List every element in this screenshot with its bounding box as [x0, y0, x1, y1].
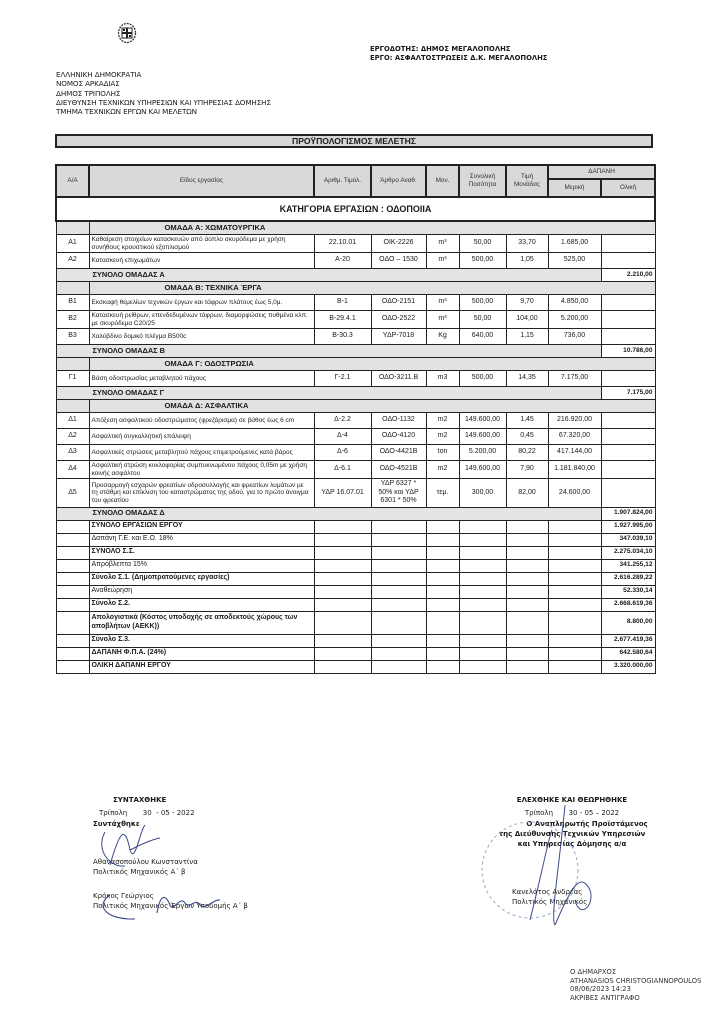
approved-place-date: Τρίπολη 30 - 05 – 2022 — [524, 809, 620, 817]
item-total-cost — [601, 371, 655, 387]
summary-value: 3.320.000,00 — [601, 660, 655, 673]
group-title: ΟΜΑΔΑ Β: ΤΕΧΝΙΚΑ ΈΡΓΑ — [89, 282, 655, 295]
empty-cell — [371, 572, 426, 585]
item-price-no: Δ-6.1 — [314, 461, 371, 479]
issuer-line: ΤΜΗΜΑ ΤΕΧΝΙΚΩΝ ΕΡΓΩΝ ΚΑΙ ΜΕΛΕΤΩΝ — [56, 107, 197, 117]
item-unit: m2 — [426, 413, 459, 429]
item-quantity: 300,00 — [459, 479, 506, 508]
item-total-cost — [601, 461, 655, 479]
item-quantity: 50,00 — [459, 235, 506, 253]
table-row — [56, 329, 655, 345]
item-unit: m³ — [426, 253, 459, 269]
table-row — [56, 479, 655, 508]
item-article: ΟΔΟ-3211.Β — [371, 371, 426, 387]
col-header-article: Άρθρο Αναθ. — [371, 165, 426, 197]
group-aa-cell — [56, 282, 89, 295]
empty-cell — [459, 585, 506, 598]
empty-cell — [548, 559, 601, 572]
project-block — [370, 45, 547, 63]
summary-row — [56, 598, 655, 611]
item-price-no: Β-30.3 — [314, 329, 371, 345]
subtotal-label: ΣΥΝΟΛΟ ΟΜΑΔΑΣ Α — [56, 269, 601, 282]
empty-cell — [371, 559, 426, 572]
item-partial-cost: 24.600,00 — [548, 479, 601, 508]
summary-label: Απρόβλεπτα 15% — [89, 559, 314, 572]
group-header-row — [56, 221, 655, 235]
empty-cell — [314, 559, 371, 572]
summary-label: Δαπάνη Γ.Ε. και Ε.Ο. 18% — [89, 533, 314, 546]
approver-role-2: της Διεύθυνσης Τεχνικών Υπηρεσιών — [498, 830, 646, 838]
item-description: Ασφαλτικές στρώσεις μεταβλητού πάχους επιμετρούμενες κατά βάρος — [89, 445, 314, 461]
budget-table — [55, 164, 656, 674]
empty-cell — [426, 598, 459, 611]
subtotal-label: ΣΥΝΟΛΟ ΟΜΑΔΑΣ Δ — [56, 507, 601, 520]
summary-label: ΣΥΝΟΛΟ Σ.Σ. — [89, 546, 314, 559]
item-description: Καθαίρεση στοιχείων κατασκευών από άοπλο σκυρόδεμα με χρήση συνήθους κρουστικού εξοπλισμού — [89, 235, 314, 253]
item-aa: Β2 — [56, 311, 89, 329]
prepared-subheading: Συντάχθηκε — [93, 820, 140, 828]
summary-value: 2.616.289,22 — [601, 572, 655, 585]
empty-cell — [426, 520, 459, 533]
item-description: Βάση οδοστρωσίας μεταβλητού πάχους — [89, 371, 314, 387]
table-header-row — [56, 165, 655, 179]
subtotal-value: 7.175,00 — [601, 387, 655, 400]
empty-cell — [459, 611, 506, 634]
hellenic-republic-emblem-icon — [117, 22, 137, 44]
item-article: ΟΔΟ – 1530 — [371, 253, 426, 269]
item-article: ΟΔΟ-2522 — [371, 311, 426, 329]
summary-label: Απολογιστικά (Κόστος υποδοχής σε αποδεκτούς χώρους των αποβλήτων (ΑΕΚΚ)) — [89, 611, 314, 634]
table-row — [56, 413, 655, 429]
item-unit-price: 1,15 — [506, 329, 548, 345]
item-total-cost — [601, 253, 655, 269]
table-row — [56, 235, 655, 253]
summary-value: 52.330,14 — [601, 585, 655, 598]
item-unit: m3 — [426, 371, 459, 387]
approver-role-1: Ο Αναπληρωτής Προϊστάμενος — [526, 820, 648, 828]
table-row — [56, 311, 655, 329]
item-aa: Δ4 — [56, 461, 89, 479]
empty-cell — [548, 533, 601, 546]
item-unit-price: 0,45 — [506, 429, 548, 445]
empty-cell — [548, 585, 601, 598]
empty-cell — [548, 520, 601, 533]
empty-cell — [314, 520, 371, 533]
empty-cell — [371, 598, 426, 611]
empty-cell — [459, 647, 506, 660]
engineer-1-name: Αθανασοπούλου Κωνσταντίνα — [93, 858, 198, 866]
item-partial-cost: 417.144,00 — [548, 445, 601, 461]
issuer-block — [56, 70, 271, 116]
summary-row — [56, 611, 655, 634]
col-header-description: Είδος εργασίας — [89, 165, 314, 197]
approved-heading: ΕΛΕΧΘΗΚΕ ΚΑΙ ΘΕΩΡΗΘΗΚΕ — [516, 796, 628, 804]
empty-cell — [548, 634, 601, 647]
item-description: Χαλύβδινο δομικό πλέγμα Β500c — [89, 329, 314, 345]
table-row — [56, 253, 655, 269]
group-title: ΟΜΑΔΑ Γ: ΟΔΟΣΤΡΩΣΙΑ — [89, 358, 655, 371]
summary-label: ΟΛΙΚΗ ΔΑΠΑΝΗ ΕΡΓΟΥ — [89, 660, 314, 673]
col-header-unit-price: Τιμή Μονάδας — [506, 165, 548, 197]
empty-cell — [459, 533, 506, 546]
empty-cell — [548, 660, 601, 673]
group-title: ΟΜΑΔΑ Α: ΧΩΜΑΤΟΥΡΓΙΚΑ — [89, 221, 655, 235]
empty-cell — [459, 598, 506, 611]
summary-row — [56, 559, 655, 572]
subtotal-label: ΣΥΝΟΛΟ ΟΜΑΔΑΣ Γ — [56, 387, 601, 400]
summary-value: 347.039,10 — [601, 533, 655, 546]
item-quantity: 640,00 — [459, 329, 506, 345]
empty-cell — [506, 546, 548, 559]
group-header-row — [56, 282, 655, 295]
item-aa: Γ1 — [56, 371, 89, 387]
summary-label: ΣΥΝΟΛΟ ΕΡΓΑΣΙΩΝ ΕΡΓΟΥ — [89, 520, 314, 533]
item-price-no: Β-29.4.1 — [314, 311, 371, 329]
issuer-line: ΝΟΜΟΣ ΑΡΚΑΔΙΑΣ — [56, 79, 120, 89]
summary-aa-cell — [56, 572, 89, 585]
subtotal-value: 1.907.824,00 — [601, 507, 655, 520]
item-unit-price: 1,05 — [506, 253, 548, 269]
category-row — [56, 197, 655, 221]
item-aa: Β1 — [56, 295, 89, 311]
item-total-cost — [601, 413, 655, 429]
item-unit-price: 33,70 — [506, 235, 548, 253]
empty-cell — [506, 634, 548, 647]
empty-cell — [459, 546, 506, 559]
group-subtotal-row — [56, 507, 655, 520]
empty-cell — [426, 611, 459, 634]
empty-cell — [314, 611, 371, 634]
empty-cell — [371, 660, 426, 673]
group-header-row — [56, 400, 655, 413]
item-price-no: Δ-4 — [314, 429, 371, 445]
empty-cell — [426, 634, 459, 647]
item-partial-cost: 1.685,00 — [548, 235, 601, 253]
empty-cell — [426, 559, 459, 572]
summary-value: 8.800,00 — [601, 611, 655, 634]
item-price-no: 22.10.01 — [314, 235, 371, 253]
approver-name: Κανελάτος Ανδρέας — [512, 888, 583, 896]
group-aa-cell — [56, 221, 89, 235]
empty-cell — [371, 520, 426, 533]
empty-cell — [426, 546, 459, 559]
stamp-line: ATHANASIOS CHRISTOGIANNOPOULOS — [570, 976, 702, 985]
empty-cell — [371, 634, 426, 647]
group-subtotal-row — [56, 387, 655, 400]
stamp-line: ΑΚΡΙΒΕΣ ΑΝΤΙΓΡΑΦΟ — [570, 993, 640, 1002]
item-partial-cost: 67.320,00 — [548, 429, 601, 445]
table-row — [56, 429, 655, 445]
summary-row — [56, 572, 655, 585]
empty-cell — [314, 572, 371, 585]
summary-row — [56, 647, 655, 660]
summary-row — [56, 634, 655, 647]
summary-aa-cell — [56, 585, 89, 598]
group-title: ΟΜΑΔΑ Δ: ΑΣΦΑΛΤΙΚΑ — [89, 400, 655, 413]
stamp-line: Ο ΔΗΜΑΡΧΟΣ — [570, 968, 617, 976]
item-description: Κατασκευή ρείθρων, επενδεδυμένων τάφρων, διαμορφώσεις πυθμένα κλπ. με σκυρόδεμα C20/25 — [89, 311, 314, 329]
item-unit-price: 80,22 — [506, 445, 548, 461]
empty-cell — [426, 585, 459, 598]
issuer-line: ΔΗΜΟΣ ΤΡΙΠΟΛΗΣ — [56, 88, 121, 98]
empty-cell — [426, 533, 459, 546]
summary-aa-cell — [56, 559, 89, 572]
engineer-2-title: Πολιτικός Μηχανικός Έργων Υποδομής Α΄ β — [93, 902, 248, 910]
empty-cell — [314, 660, 371, 673]
group-aa-cell — [56, 400, 89, 413]
approver-role-3: και Υπηρεσίας Δόμησης α/α — [517, 840, 627, 848]
official-seal-icon — [470, 800, 620, 930]
signature-2-icon — [95, 885, 225, 925]
empty-cell — [371, 647, 426, 660]
item-quantity: 149.600,00 — [459, 429, 506, 445]
empty-cell — [426, 660, 459, 673]
item-article: ΟΔΟ-1132 — [371, 413, 426, 429]
item-description: Προσαρμογή εσχαρών φρεατίων υδροσυλλογής και φρεατίων λυμάτων με τη στάθμη και επίκλιση του καταστρώματος της οδού, για το πρώτο άνοιγμα του φρεατίου — [89, 479, 314, 508]
empty-cell — [548, 611, 601, 634]
prepared-heading: ΣΥΝΤΑΧΘΗΚΕ — [113, 796, 167, 804]
signature-1-icon — [100, 820, 170, 870]
item-partial-cost: 216.920,00 — [548, 413, 601, 429]
item-unit: ton — [426, 445, 459, 461]
summary-aa-cell — [56, 634, 89, 647]
table-row — [56, 295, 655, 311]
item-description: Εκσκαφή θεμελίων τεχνικών έργων και τάφρων πλάτους έως 5,0μ. — [89, 295, 314, 311]
item-description: Κατασκευή επιχωμάτων — [89, 253, 314, 269]
empty-cell — [506, 647, 548, 660]
empty-cell — [459, 572, 506, 585]
item-partial-cost: 525,00 — [548, 253, 601, 269]
item-total-cost — [601, 479, 655, 508]
summary-aa-cell — [56, 546, 89, 559]
summary-aa-cell — [56, 533, 89, 546]
subtotal-value: 2.210,00 — [601, 269, 655, 282]
summary-row — [56, 520, 655, 533]
summary-row — [56, 585, 655, 598]
summary-row — [56, 546, 655, 559]
item-quantity: 500,00 — [459, 295, 506, 311]
document-title: ΠΡΟΫΠΟΛΟΓΙΣΜΟΣ ΜΕΛΕΤΗΣ — [55, 134, 653, 148]
summary-label: Αναθεώρηση — [89, 585, 314, 598]
table-row — [56, 445, 655, 461]
issuer-line: ΕΛΛΗΝΙΚΗ ΔΗΜΟΚΡΑΤΙΑ — [56, 70, 142, 79]
table-row — [56, 461, 655, 479]
employer-line: ΕΡΓΟΔΟΤΗΣ: ΔΗΜΟΣ ΜΕΓΑΛΟΠΟΛΗΣ — [370, 45, 511, 53]
summary-aa-cell — [56, 660, 89, 673]
group-aa-cell — [56, 358, 89, 371]
item-partial-cost: 4.850,00 — [548, 295, 601, 311]
item-aa: Δ1 — [56, 413, 89, 429]
empty-cell — [548, 572, 601, 585]
summary-value: 2.275.034,10 — [601, 546, 655, 559]
engineer-1-title: Πολιτικός Μηχανικός Α΄ β — [93, 868, 186, 876]
summary-row — [56, 533, 655, 546]
item-unit-price: 7,90 — [506, 461, 548, 479]
item-article: ΥΔΡ-7018 — [371, 329, 426, 345]
summary-value: 1.927.995,00 — [601, 520, 655, 533]
empty-cell — [548, 598, 601, 611]
summary-value: 341.255,12 — [601, 559, 655, 572]
item-unit: m³ — [426, 295, 459, 311]
empty-cell — [314, 533, 371, 546]
empty-cell — [371, 546, 426, 559]
empty-cell — [371, 611, 426, 634]
item-description: Ασφαλτική συγκολλητική επάλειψη — [89, 429, 314, 445]
item-price-no: Β-1 — [314, 295, 371, 311]
item-unit-price: 82,00 — [506, 479, 548, 508]
summary-value: 642.580,64 — [601, 647, 655, 660]
col-header-quantity: Συνολική Ποσότητα — [459, 165, 506, 197]
summary-row — [56, 660, 655, 673]
empty-cell — [459, 520, 506, 533]
item-unit-price: 14,35 — [506, 371, 548, 387]
item-aa: Α2 — [56, 253, 89, 269]
summary-label: Σύνολο Σ.2. — [89, 598, 314, 611]
empty-cell — [426, 647, 459, 660]
item-article: ΟΔΟ-4521Β — [371, 461, 426, 479]
empty-cell — [548, 546, 601, 559]
summary-aa-cell — [56, 598, 89, 611]
item-article: ΟΔΟ-4120 — [371, 429, 426, 445]
item-aa: Δ3 — [56, 445, 89, 461]
empty-cell — [426, 572, 459, 585]
item-aa: Δ5 — [56, 479, 89, 508]
empty-cell — [506, 520, 548, 533]
empty-cell — [506, 585, 548, 598]
item-quantity: 5.200,00 — [459, 445, 506, 461]
empty-cell — [314, 598, 371, 611]
item-article: ΟΔΟ-2151 — [371, 295, 426, 311]
project-line: ΕΡΓΟ: ΑΣΦΑΛΤΟΣΤΡΩΣΕΙΣ Δ.Κ. ΜΕΓΑΛΟΠΟΛΗΣ — [370, 54, 548, 62]
group-subtotal-row — [56, 345, 655, 358]
item-partial-cost: 736,00 — [548, 329, 601, 345]
item-description: Απόξεση ασφαλτικού οδοστρώματος (φρεζάρισμα) σε βάθος έως 6 cm — [89, 413, 314, 429]
item-total-cost — [601, 429, 655, 445]
item-article: ΟΔΟ-4421Β — [371, 445, 426, 461]
engineer-2-name: Κρόκος Γεώργιος — [93, 892, 154, 900]
item-unit: Kg — [426, 329, 459, 345]
item-partial-cost: 7.175,00 — [548, 371, 601, 387]
summary-aa-cell — [56, 611, 89, 634]
col-header-total: Ολική — [601, 179, 655, 197]
empty-cell — [548, 647, 601, 660]
item-price-no: ΥΔΡ 16.07.01 — [314, 479, 371, 508]
summary-label: ΔΑΠΑΝΗ Φ.Π.Α. (24%) — [89, 647, 314, 660]
summary-label: Σύνολο Σ.3. — [89, 634, 314, 647]
item-quantity: 149.600,00 — [459, 461, 506, 479]
prepared-place-date: Τρίπολη 30 - 05 - 2022 — [99, 809, 195, 817]
col-header-unit: Μον. — [426, 165, 459, 197]
digital-signature-stamp — [570, 968, 701, 1002]
item-aa: Α1 — [56, 235, 89, 253]
item-partial-cost: 1.181.840,00 — [548, 461, 601, 479]
item-unit-price: 1,45 — [506, 413, 548, 429]
empty-cell — [459, 660, 506, 673]
empty-cell — [371, 585, 426, 598]
item-quantity: 50,00 — [459, 311, 506, 329]
empty-cell — [459, 634, 506, 647]
empty-cell — [314, 546, 371, 559]
empty-cell — [506, 660, 548, 673]
issuer-line: ΔΙΕΥΘΥΝΣΗ ΤΕΧΝΙΚΩΝ ΥΠΗΡΕΣΙΩΝ ΚΑΙ ΥΠΗΡΕΣΙΑΣ ΔΟΜΗΣΗΣ — [56, 97, 271, 107]
empty-cell — [459, 559, 506, 572]
empty-cell — [506, 598, 548, 611]
item-unit: m2 — [426, 429, 459, 445]
item-price-no: Γ-2.1 — [314, 371, 371, 387]
item-quantity: 500,00 — [459, 371, 506, 387]
item-unit-price: 9,70 — [506, 295, 548, 311]
category-title: ΚΑΤΗΓΟΡΙΑ ΕΡΓΑΣΙΩΝ : ΟΔΟΠΟΙΙΑ — [56, 197, 655, 221]
empty-cell — [314, 634, 371, 647]
item-quantity: 500,00 — [459, 253, 506, 269]
item-description: Ασφαλτική στρώση κυκλοφορίας συμπυκνωμένου πάχους 0,05m με χρήση κοινής ασφάλτου — [89, 461, 314, 479]
item-quantity: 149.600,00 — [459, 413, 506, 429]
item-unit: m2 — [426, 461, 459, 479]
item-aa: Δ2 — [56, 429, 89, 445]
empty-cell — [314, 647, 371, 660]
col-header-aa: Α/Α — [56, 165, 89, 197]
empty-cell — [506, 533, 548, 546]
item-article: ΥΔΡ 6327 * 50% και ΥΔΡ 6301 * 50% — [371, 479, 426, 508]
item-total-cost — [601, 445, 655, 461]
subtotal-value: 10.786,00 — [601, 345, 655, 358]
item-total-cost — [601, 329, 655, 345]
empty-cell — [506, 572, 548, 585]
item-unit: m³ — [426, 235, 459, 253]
group-subtotal-row — [56, 269, 655, 282]
summary-aa-cell — [56, 647, 89, 660]
summary-aa-cell — [56, 520, 89, 533]
item-partial-cost: 5.200,00 — [548, 311, 601, 329]
subtotal-label: ΣΥΝΟΛΟ ΟΜΑΔΑΣ Β — [56, 345, 601, 358]
table-row — [56, 371, 655, 387]
item-total-cost — [601, 311, 655, 329]
item-price-no: Α-20 — [314, 253, 371, 269]
empty-cell — [506, 559, 548, 572]
item-unit: τεμ. — [426, 479, 459, 508]
item-article: ΟΙΚ-2226 — [371, 235, 426, 253]
summary-value: 2.668.619,36 — [601, 598, 655, 611]
item-total-cost — [601, 235, 655, 253]
item-total-cost — [601, 295, 655, 311]
approver-title: Πολιτικός Μηχανικός — [512, 898, 588, 906]
group-header-row — [56, 358, 655, 371]
item-unit: m³ — [426, 311, 459, 329]
summary-value: 2.677.419,36 — [601, 634, 655, 647]
empty-cell — [506, 611, 548, 634]
item-aa: Β3 — [56, 329, 89, 345]
col-header-cost: ΔΑΠΑΝΗ — [548, 165, 655, 179]
item-price-no: Δ-6 — [314, 445, 371, 461]
col-header-price-no: Αριθμ. Τιμολ. — [314, 165, 371, 197]
item-price-no: Δ-2.2 — [314, 413, 371, 429]
empty-cell — [371, 533, 426, 546]
stamp-line: 08/06/2023 14:23 — [570, 985, 631, 993]
empty-cell — [314, 585, 371, 598]
summary-label: Σύνολο Σ.1. (Δημοπρατούμενες εργασίες) — [89, 572, 314, 585]
item-unit-price: 104,00 — [506, 311, 548, 329]
col-header-partial: Μερική — [548, 179, 601, 197]
